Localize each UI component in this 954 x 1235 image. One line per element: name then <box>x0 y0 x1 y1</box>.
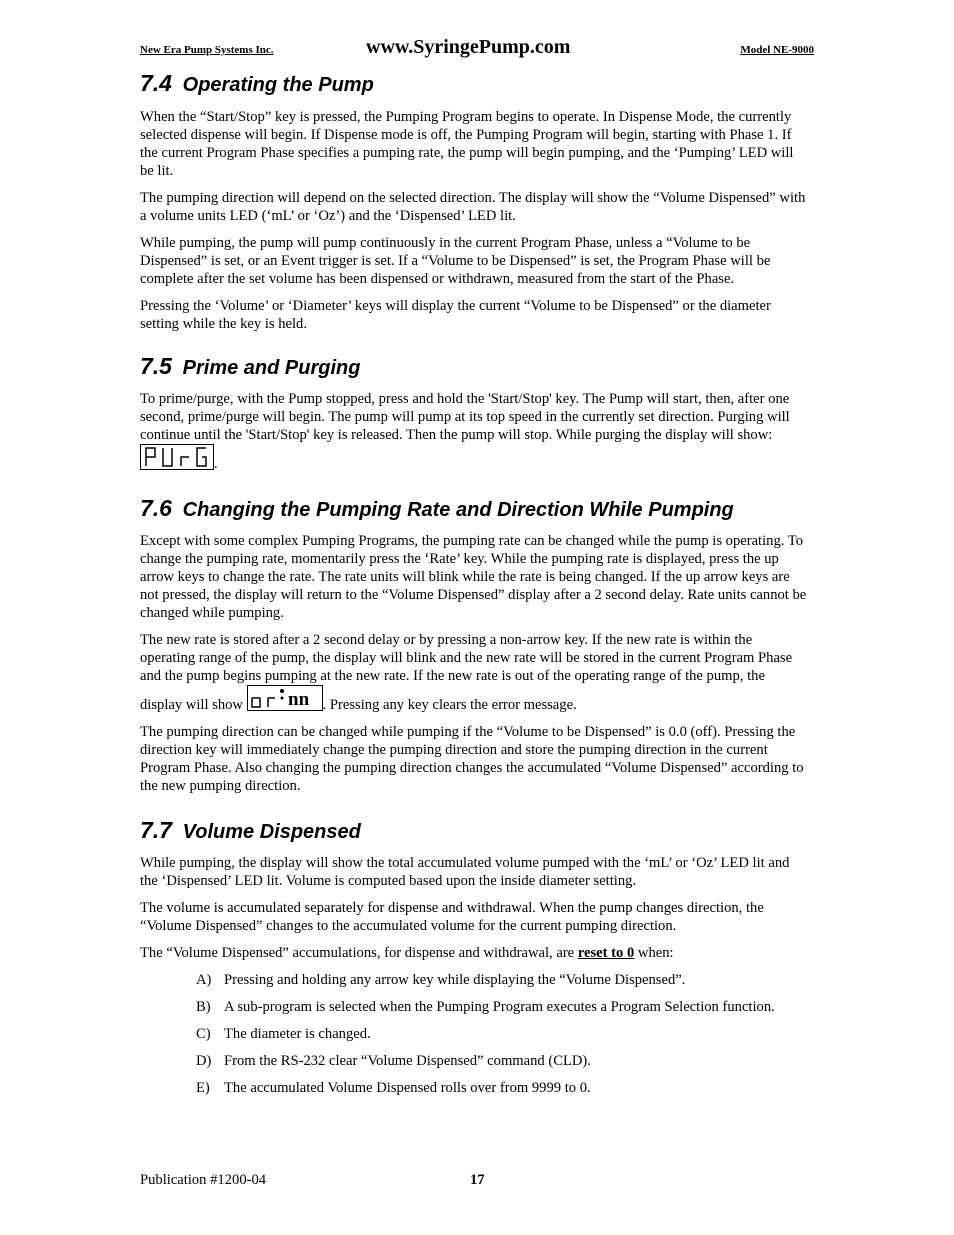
publication-number: Publication #1200-04 <box>140 1172 267 1188</box>
paragraph-text-end: when: <box>634 945 674 961</box>
purge-display-image <box>140 444 214 470</box>
reset-conditions-list <box>196 971 808 1097</box>
section-number: 7.5 <box>140 353 172 379</box>
error-code-text: nn <box>287 689 309 710</box>
section-title: Changing the Pumping Rate and Direction While Pumping <box>182 499 734 521</box>
paragraph: The pumping direction can be changed while pumping if the “Volume to be Dispensed” is 0.0 (off). Pressing the direction key will immediately change the pumping direction and store the pumping direction in the current Program Phase. Also changing the pumping direction changes the accumulated “Volume Dispensed” according to the new pumping direction. <box>140 724 804 794</box>
list-item-text: From the RS-232 clear “Volume Dispensed” command (CLD). <box>224 1053 591 1069</box>
paragraph: The volume is accumulated separately for dispense and withdrawal. When the pump changes direction, the “Volume Dispensed” changes to the accumulated volume for the current pumping direction. <box>140 900 764 934</box>
section-heading-7-6 <box>140 495 808 523</box>
list-item <box>196 971 808 989</box>
emphasis-reset: reset to 0 <box>577 945 635 961</box>
paragraph-text-end: . Pressing any key clears the error message. <box>322 697 577 713</box>
list-item-label: A) <box>196 972 212 988</box>
website-header: www.SyringePump.com <box>366 36 571 58</box>
paragraph: While pumping, the display will show the total accumulated volume pumped with the ‘mL’ or ‘Oz’ LED lit and the ‘Dispensed’ LED lit. Volume is computed based upon the inside diameter setting. <box>140 855 790 889</box>
paragraph: The pumping direction will depend on the selected direction. The display will show the “Volume Dispensed” with a volume units LED (‘mL’ or ‘Oz’) and the ‘Dispensed’ LED lit. <box>140 190 806 224</box>
section-heading-7-7 <box>140 817 808 845</box>
paragraph <box>140 390 808 473</box>
section-number: 7.4 <box>140 70 172 96</box>
paragraph: Pressing the ‘Volume’ or ‘Diameter’ keys will display the current “Volume to be Dispensed” or the diameter setting while the key is held. <box>140 298 771 332</box>
model-number: Model NE-9000 <box>740 44 814 56</box>
section-title: Prime and Purging <box>182 357 361 379</box>
list-item-label: D) <box>196 1053 212 1069</box>
paragraph-text: To prime/purge, with the Pump stopped, press and hold the 'Start/Stop' key. The Pump will start, then, after one second, prime/purge will begin. The pump will pump at its top speed in the currently set direction. Purging will continue until the 'Start/Stop' key is released. Then the pump will stop. While purging the display will show: <box>140 391 790 443</box>
paragraph-text: The new rate is stored after a 2 second delay or by pressing a non-arrow key. If the new rate is within the operating range of the pump, the display will blink and the new rate will be stored in the current Program Phase and the pump begins pumping at the new rate. If the new rate is out of the operating range of the pump, the display will show <box>140 632 793 713</box>
list-item <box>196 1052 808 1070</box>
list-item <box>196 1025 808 1043</box>
paragraph: While pumping, the pump will pump continuously in the current Program Phase, unless a “Volume to be Dispensed” is set, or an Event trigger is set. If a “Volume to be Dispensed” is set, the Program Phase will be complete after the set volume has been dispensed or withdrawn, measured from the start of the Phase. <box>140 235 771 287</box>
list-item-label: B) <box>196 999 211 1015</box>
section-number: 7.6 <box>140 495 172 521</box>
section-heading-7-5 <box>140 353 808 381</box>
list-item-label: C) <box>196 1026 211 1042</box>
paragraph-text-end: . <box>214 456 218 472</box>
paragraph-text: The “Volume Dispensed” accumulations, for dispense and withdrawal, are <box>140 945 578 961</box>
section-heading-7-4 <box>140 70 808 98</box>
section-title: Volume Dispensed <box>182 821 361 843</box>
section-number: 7.7 <box>140 817 172 843</box>
paragraph: Except with some complex Pumping Programs, the pumping rate can be changed while the pump is operating. To change the pumping rate, momentarily press the ‘Rate’ key. While the pumping rate is displayed, press the up arrow keys to change the rate. The rate units will blink while the rate is being changed. If the up arrow keys are not pressed, the display will return to the “Volume Dispensed” display after a 2 second delay. Rate units cannot be changed while pumping. <box>140 533 807 621</box>
paragraph: When the “Start/Stop” key is pressed, the Pumping Program begins to operate. In Dispense Mode, the currently selected dispense will begin. If Dispense mode is off, the Pumping Program will begin, starting with Phase 1. If the current Program Phase specifies a pumping rate, the pump will begin pumping, and the ‘Pumping’ LED will be lit. <box>140 109 794 179</box>
paragraph <box>140 631 808 714</box>
company-name: New Era Pump Systems Inc. <box>140 44 274 56</box>
error-display-image <box>247 685 323 711</box>
page-number: 17 <box>470 1172 485 1188</box>
section-title: Operating the Pump <box>182 74 374 96</box>
list-item-text: A sub-program is selected when the Pumping Program executes a Program Selection function. <box>224 999 775 1015</box>
page-content <box>140 70 808 1097</box>
list-item-text: The accumulated Volume Dispensed rolls over from 9999 to 0. <box>224 1080 591 1096</box>
list-item <box>196 1079 808 1097</box>
list-item-text: The diameter is changed. <box>224 1026 371 1042</box>
paragraph <box>140 944 808 962</box>
list-item-text: Pressing and holding any arrow key while displaying the “Volume Dispensed”. <box>224 972 686 988</box>
list-item <box>196 998 808 1016</box>
list-item-label: E) <box>196 1080 210 1096</box>
